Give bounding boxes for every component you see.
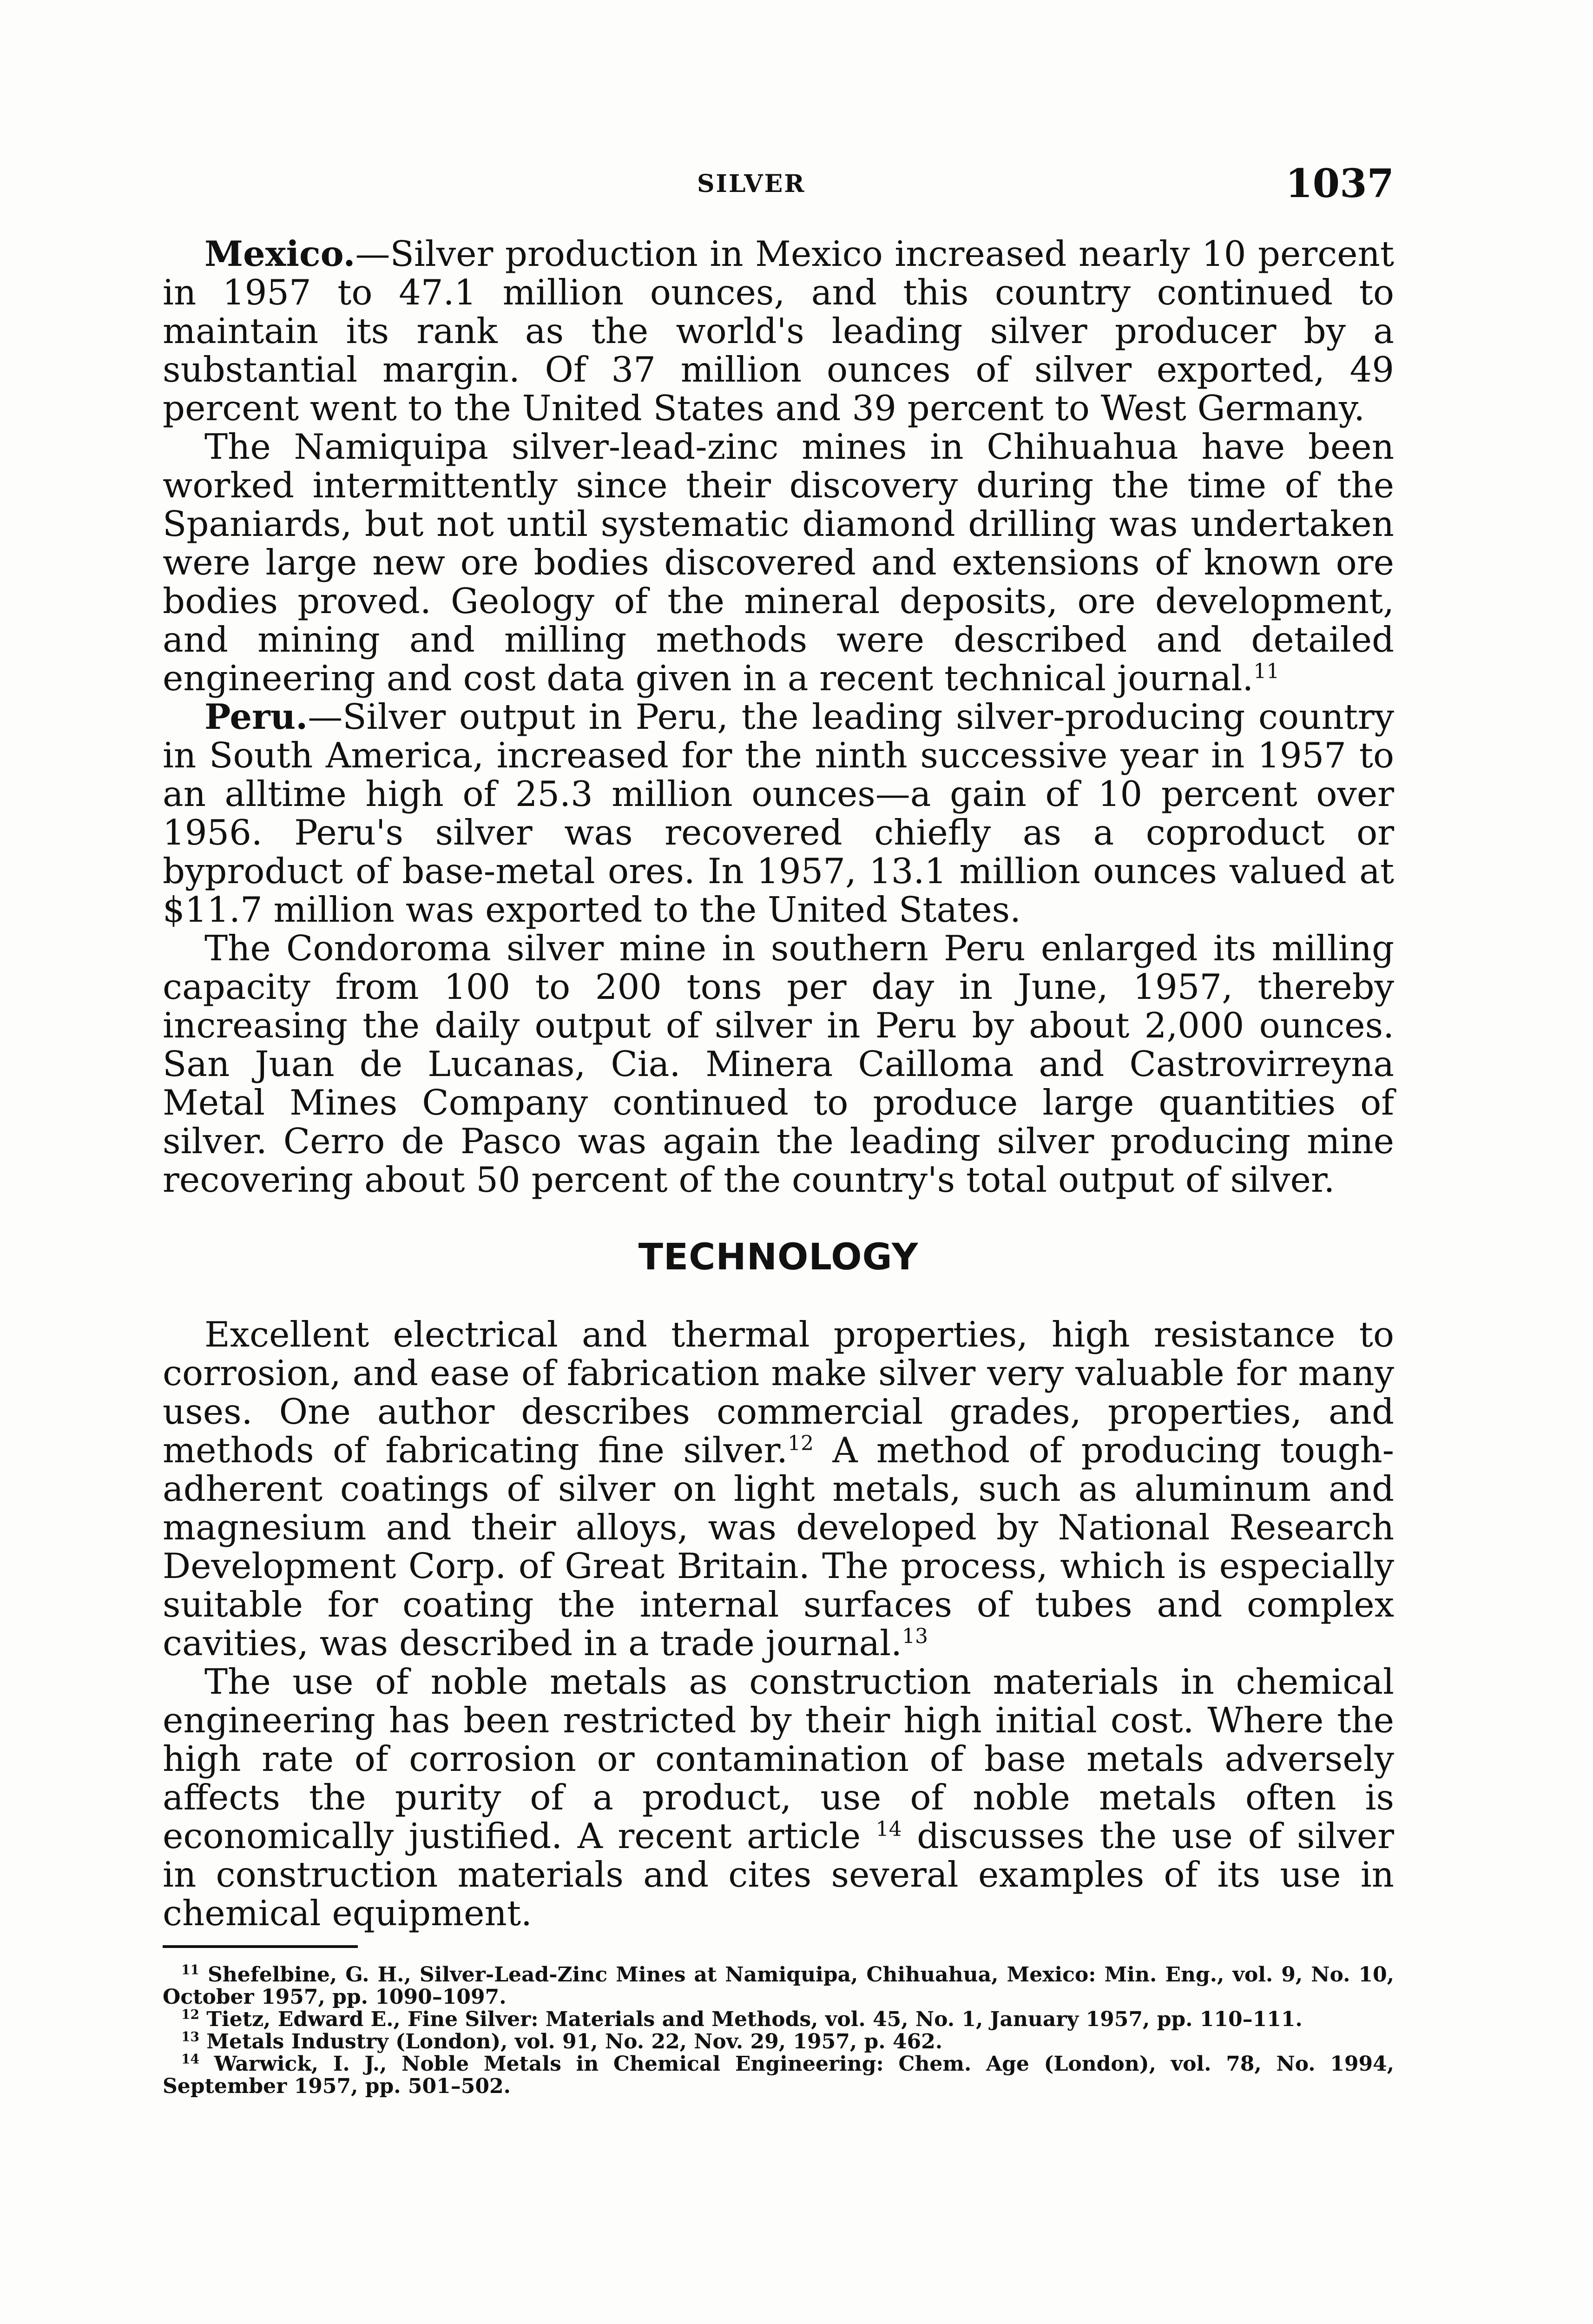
footnote — [163, 2053, 1394, 2098]
paragraph-text: The use of noble metals as construction materials in chemical engineering has been restricted by their high initial cost. Where the high rate of corrosion or contamination of base metals adversely affects the purity of a product, use of noble metals often is economically justified. A recent article — [163, 1661, 1394, 1856]
paragraph-text: discusses the use of silver in construction materials and cites several examples of its use in chemical equipment. — [163, 1816, 1394, 1934]
footnote-number: 12 — [181, 2007, 199, 2022]
paragraph-namiquipa — [163, 428, 1394, 698]
body-top — [163, 235, 1394, 1199]
footnote-ref: 13 — [902, 1624, 928, 1648]
paragraph-technology-1 — [163, 1315, 1394, 1663]
paragraph-lead: Mexico. — [204, 233, 355, 274]
footnote-text: Warwick, I. J., Noble Metals in Chemical Engineering: Chem. Age (London), vol. 78, No. 1994, September 1957, pp. 501–502. — [163, 2052, 1394, 2098]
paragraph-mexico — [163, 235, 1394, 428]
footnote-rule — [163, 1945, 358, 1948]
paragraph-condoroma — [163, 929, 1394, 1199]
footnote-number: 13 — [181, 2029, 199, 2045]
page-header — [163, 160, 1394, 216]
footnotes — [163, 1964, 1394, 2098]
footnote-ref: 14 — [875, 1817, 902, 1841]
paragraph-text: A method of producing tough-adherent coatings of silver on light metals, such as aluminum and magnesium and their alloys, was developed by National Research Development Corp. of Great Britain. The process, which is especially suitable for coating the internal surfaces of tubes and complex cavities, was described in a trade journal. — [163, 1430, 1394, 1664]
footnote — [163, 1964, 1394, 2008]
paragraph-text: Excellent electrical and thermal properties, high resistance to corrosion, and ease of fabrication make silver very valuable for many uses. One author describes commercial grades, properties, and methods of fabricating fine silver. — [163, 1314, 1394, 1471]
page-number: 1037 — [1285, 160, 1394, 206]
footnote-ref: 11 — [1253, 660, 1280, 683]
paragraph-technology-2 — [163, 1663, 1394, 1933]
footnote-text: Metals Industry (London), vol. 91, No. 22, Nov. 29, 1957, p. 462. — [206, 2030, 943, 2053]
paragraph-lead: Peru. — [204, 696, 308, 737]
running-head: SILVER — [697, 170, 806, 198]
paragraph-text: —Silver output in Peru, the leading silver-producing country in South America, increased for the ninth successive year in 1957 to an alltime high of 25.3 million ounces—a gain of 10 percent over 1956. Peru's silver was recovered chiefly as a coproduct or byproduct of base-metal ores. In 1957, 13.1 million ounces valued at $11.7 million was exported to the United States. — [163, 696, 1394, 930]
body-technology — [163, 1315, 1394, 1933]
paragraph-text: The Namiquipa silver-lead-zinc mines in Chihuahua have been worked intermittently since their discovery during the time of the Spaniards, but not until systematic diamond drilling was undertaken were large new ore bodies discovered and extensions of known ore bodies proved. Geology of the mineral deposits, ore development, and mining and milling methods were described and detailed engineering and cost data given in a recent technical journal. — [163, 426, 1394, 699]
footnote-ref: 12 — [787, 1432, 814, 1455]
footnote — [163, 2031, 1394, 2053]
paragraph-text: The Condoroma silver mine in southern Peru enlarged its milling capacity from 100 to 200 tons per day in June, 1957, thereby increasing the daily output of silver in Peru by about 2,000 ounces. San Juan de Lucanas, Cia. Minera Cailloma and Castrovirreyna Metal Mines Company continued to produce large quantities of silver. Cerro de Pasco was again the leading silver producing mine recovering about 50 percent of the country's total output of silver. — [163, 928, 1394, 1200]
footnote-text: Tietz, Edward E., Fine Silver: Materials and Methods, vol. 45, No. 1, January 1957, pp. 110–111. — [206, 2007, 1303, 2031]
footnote — [163, 2008, 1394, 2031]
paragraph-peru — [163, 698, 1394, 929]
footnote-number: 11 — [181, 1962, 199, 1978]
footnote-number: 14 — [181, 2051, 199, 2067]
footnote-text: Shefelbine, G. H., Silver-Lead-Zinc Mines at Namiquipa, Chihuahua, Mexico: Min. Eng., vol. 9, No. 10, October 1957, pp. 1090–1097. — [163, 1963, 1394, 2009]
section-heading: TECHNOLOGY — [638, 1236, 919, 1278]
paragraph-text: —Silver production in Mexico increased nearly 10 percent in 1957 to 47.1 million ounces, and this country continued to maintain its rank as the world's leading silver producer by a substantial margin. Of 37 million ounces of silver exported, 49 percent went to the United States and 39 percent to West Germany. — [163, 233, 1394, 429]
